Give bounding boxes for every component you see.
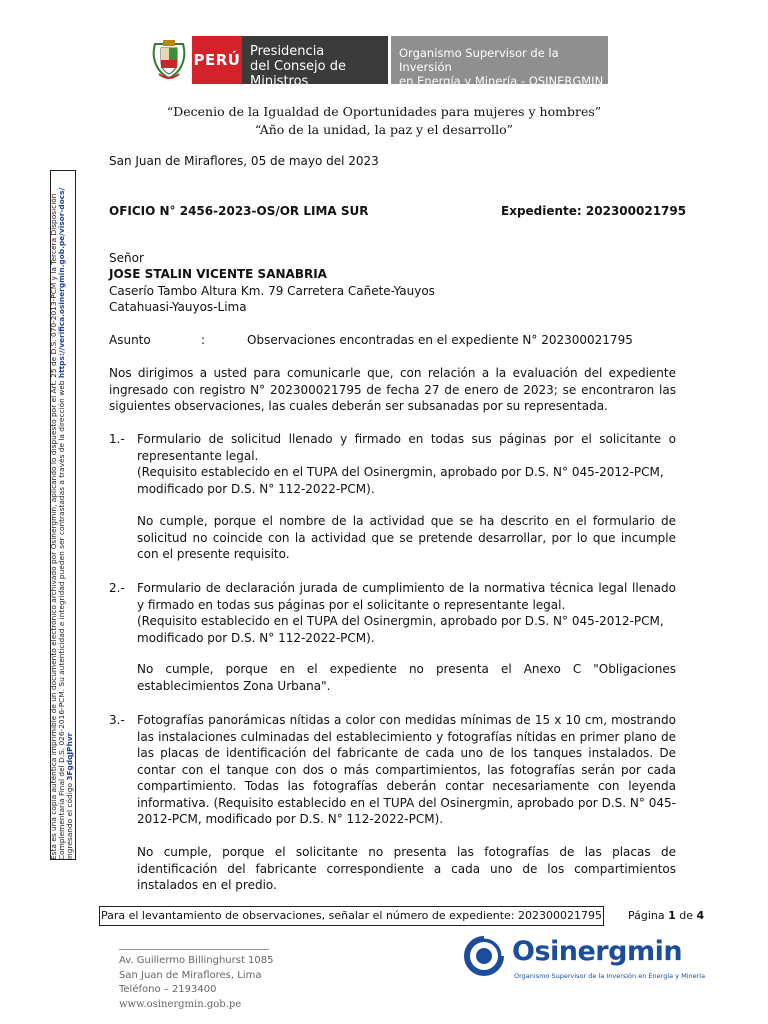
recipient-address-2: Catahuasi-Yauyos-Lima: [109, 300, 247, 314]
item-2-basis: (Requisito establecido en el TUPA del Osinergmin, aprobado por D.S. N° 045-2012-PCM, modificado por D.S. N° 112-2022-PCM).: [137, 614, 664, 645]
logo-tagline: Organismo Supervisor de la Inversión en Energía y Minería: [514, 972, 706, 980]
decenio-line-1: “Decenio de la Igualdad de Oportunidades para mujeres y hombres”: [166, 104, 602, 119]
item-1-number: 1.-: [109, 432, 125, 446]
item-3-number: 3.-: [109, 713, 125, 727]
osinergmin-logo: [462, 932, 722, 987]
item-2-requirement: Formulario de declaración jurada de cumplimiento de la normativa técnica legal llenado y firmado en todas sus páginas por el solicitante o representante legal.: [137, 581, 676, 612]
authenticity-note: [50, 172, 76, 860]
pcm-line-1: Presidencia: [250, 44, 325, 59]
verification-code: 3FgdqJPhvr: [65, 732, 75, 781]
salutation: Señor: [109, 251, 144, 265]
page-current: 1: [668, 909, 676, 922]
authenticity-text-1: Esta es una copia auténtica imprimible de un documento electrónico archivado por Osinergmin, aplicando lo dispuesto por el Art. 25 de D.S. 070-2013-PCM y la Tercera Disposición: [49, 193, 58, 860]
osinergmin-logo-icon: [462, 934, 506, 978]
decenio-heading: [0, 103, 768, 139]
government-header: [146, 36, 608, 89]
authenticity-line-3: [66, 172, 74, 860]
decenio-line-2: “Año de la unidad, la paz y el desarrollo”: [254, 122, 514, 137]
recipient-name: JOSE STALIN VICENTE SANABRIA: [109, 267, 327, 281]
authenticity-text-2: Complementaria Final del D.S. 026-2016-PCM. Su autenticidad e integridad pueden ser contrastadas a través de la dirección web: [57, 380, 67, 860]
place-date: San Juan de Miraflores, 05 de mayo del 2023: [109, 154, 379, 168]
recipient-address-1: Caserío Tambo Altura Km. 79 Carretera Cañete-Yauyos: [109, 284, 435, 298]
pcm-label: [242, 36, 388, 89]
address-line-2: San Juan de Miraflores, Lima: [119, 969, 262, 981]
authenticity-sidebar: [50, 170, 76, 860]
asunto-text: Observaciones encontradas en el expediente N° 202300021795: [247, 333, 633, 347]
intro-paragraph: Nos dirigimos a usted para comunicarle que, con relación a la evaluación del expediente ingresado con registro N° 202300021795 de fecha 27 de enero de 2023; se encontraron las siguientes observaciones, las cuales deberán ser subsanadas por su representada.: [109, 366, 676, 413]
peru-label: PERÚ: [192, 36, 242, 84]
item-2-observation: No cumple, porque en el expediente no presenta el Anexo C "Obligaciones establecimientos Zona Urbana".: [137, 662, 676, 693]
osi-line-2: en Energía y Minería - OSINERGMIN: [399, 74, 604, 88]
expediente-number: Expediente: 202300021795: [501, 204, 687, 218]
page-of: de: [679, 909, 694, 922]
address-line-1: Av. Guillermo Billinghurst 1085: [119, 955, 274, 966]
phone-line: Teléfono – 2193400: [119, 984, 217, 995]
asunto-label: Asunto: [109, 333, 151, 347]
item-1-basis: (Requisito establecido en el TUPA del Osinergmin, aprobado por D.S. N° 045-2012-PCM, modificado por D.S. N° 112-2022-PCM).: [137, 465, 664, 496]
osinergmin-header-label: [391, 36, 608, 88]
item-1-observation: No cumple, porque el nombre de la actividad que se ha descrito en el formulario de solicitud no coincide con la actividad que se pretende desarrollar, por lo que incumple con el presente requisito.: [137, 514, 676, 561]
asunto-colon: :: [201, 333, 206, 347]
logo-wordmark: Osinergmin: [512, 936, 683, 967]
authenticity-text-3: ingresando el código: [65, 783, 75, 860]
item-2-number: 2.-: [109, 581, 125, 595]
osi-line-1: Organismo Supervisor de la Inversión: [399, 46, 559, 74]
footer-expediente-note: Para el levantamiento de observaciones, señalar el número de expediente: 202300021795: [99, 906, 604, 926]
page-number: [628, 908, 704, 924]
pcm-line-2: del Consejo de Ministros: [250, 59, 346, 89]
item-3-observation: No cumple, porque el solicitante no presenta las fotografías de las placas de identificación del fabricante correspondiente a cada uno de los compartimientos instalados en el predio.: [137, 845, 676, 892]
item-3-requirement: Fotografías panorámicas nítidas a color con medidas mínimas de 15 x 10 cm, mostrando las instalaciones culminadas del establecimiento y fotografías nítidas en primer plano de las placas de identificación del fabricante de cada uno de los tanques instalados. De contar con el tanque con dos o más compartimientos, las fotografías serán por cada compartimiento. Todas las fotografías deberán contar necesariamente con leyenda informativa. (Requisito establecido en el TUPA del Osinergmin, aprobado por D.S. N° 045-2012-PCM, modificado por D.S. N° 112-2022-PCM).: [137, 713, 676, 826]
oficio-number: OFICIO N° 2456-2023-OS/OR LIMA SUR: [109, 204, 369, 218]
footer-address: [119, 954, 274, 1012]
item-1-requirement: Formulario de solicitud llenado y firmado en todas sus páginas por el solicitante o representante legal.: [137, 432, 676, 463]
page-label: Página: [628, 909, 665, 922]
address-divider: [119, 949, 269, 950]
verification-link[interactable]: https://verifica.osinergmin.gob.pe/visor-docs/: [57, 187, 67, 379]
page-total: 4: [696, 909, 705, 922]
website-link[interactable]: www.osinergmin.gob.pe: [119, 998, 242, 1010]
national-shield-icon: [146, 36, 192, 84]
